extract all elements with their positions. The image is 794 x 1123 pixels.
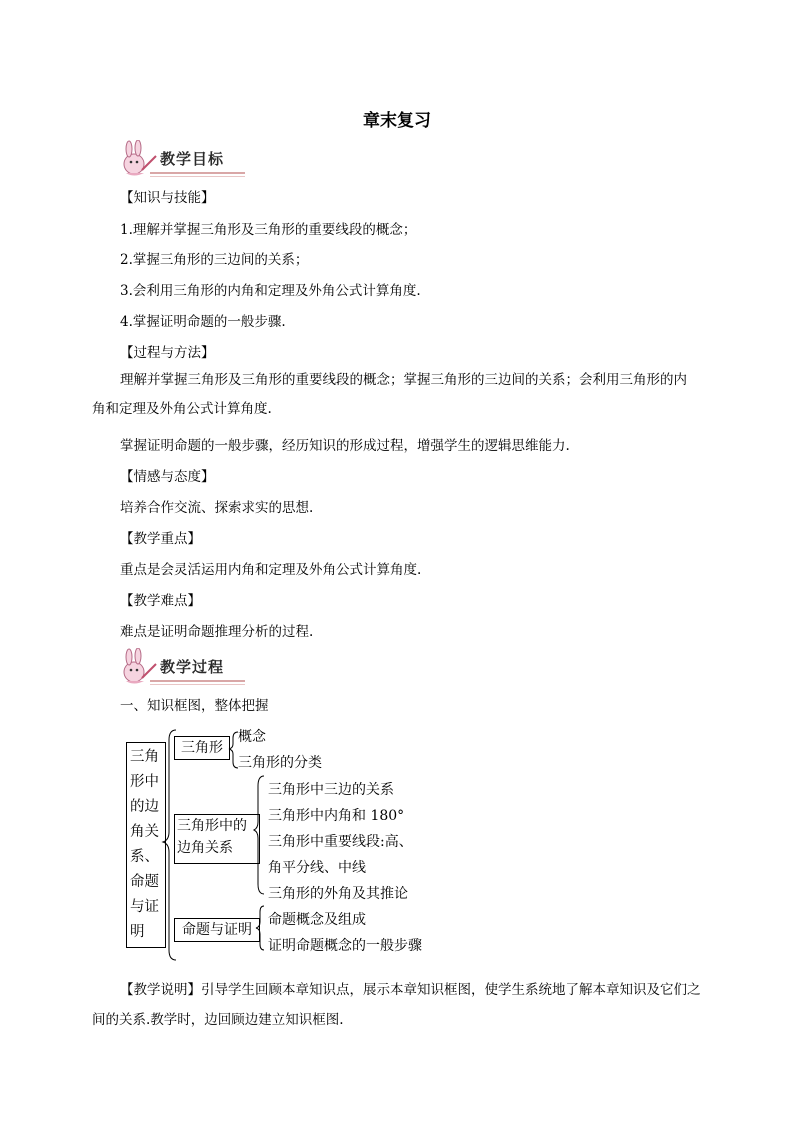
key-point-text: 重点是会灵活运用内角和定理及外角公式计算角度. — [120, 562, 422, 578]
branch2-label-line: 三角形中的 — [177, 818, 247, 834]
root-line: 的边 — [130, 799, 159, 815]
root-line: 与证 — [130, 899, 159, 915]
badge-underline-thin — [150, 176, 245, 177]
heading-key-point: 【教学重点】 — [120, 531, 201, 547]
process-paragraph: 掌握证明命题的一般步骤，经历知识的形成过程，增强学生的逻辑思维能力. — [120, 438, 570, 454]
branch2-item: 三角形中内角和 180° — [268, 808, 405, 824]
teaching-note-text: 引导学生回顾本章知识点，展示本章知识框图，使学生系统地了解本章知识及它们之间的关系.教学时，边回顾边建立知识框图. — [92, 982, 701, 1028]
section-badge-objectives — [120, 140, 245, 178]
emotion-text: 培养合作交流、探索求实的思想. — [120, 500, 314, 516]
root-line: 系、 — [130, 849, 159, 865]
heading-difficulty: 【教学难点】 — [120, 593, 201, 609]
branch1-item: 三角形的分类 — [238, 755, 322, 771]
section-badge-label: 教学过程 — [160, 658, 225, 676]
subheading-framework: 一、知识框图，整体把握 — [120, 698, 269, 714]
badge-underline — [150, 172, 245, 174]
knowledge-item: 1.理解并掌握三角形及三角形的重要线段的概念； — [120, 222, 417, 238]
branch-box-edge-angle — [174, 814, 260, 864]
knowledge-item: 3.会利用三角形的内角和定理及外角公式计算角度. — [120, 283, 421, 299]
page-title: 章末复习 — [363, 111, 431, 131]
branch-box-proposition: 命题与证明 — [174, 918, 260, 942]
section-badge-label: 教学目标 — [160, 150, 225, 168]
badge-underline — [150, 680, 245, 682]
root-line: 角关 — [130, 824, 159, 840]
root-line: 形中 — [130, 774, 159, 790]
heading-emotion-attitude: 【情感与态度】 — [120, 469, 215, 485]
teaching-note — [92, 975, 704, 1035]
section-badge-process — [120, 648, 245, 686]
root-line: 命题 — [130, 874, 159, 890]
branch2-item: 三角形中重要线段:高、 — [268, 834, 413, 850]
badge-underline-thin — [150, 684, 245, 685]
branch3-item: 命题概念及组成 — [268, 912, 366, 928]
root-line: 明 — [130, 924, 145, 940]
branch2-item: 角平分线、中线 — [268, 860, 366, 876]
knowledge-item: 2.掌握三角形的三边间的关系； — [120, 252, 309, 268]
heading-knowledge-skills: 【知识与技能】 — [120, 190, 215, 206]
difficulty-text: 难点是证明命题推理分析的过程. — [120, 624, 314, 640]
heading-process-methods: 【过程与方法】 — [120, 345, 215, 361]
teaching-note-label: 【教学说明】 — [120, 982, 201, 998]
branch2-item: 三角形中三边的关系 — [268, 782, 394, 798]
process-paragraph: 理解并掌握三角形及三角形的重要线段的概念；掌握三角形的三边间的关系；会利用三角形的内角和定理及外角公式计算角度. — [92, 372, 687, 417]
knowledge-item: 4.掌握证明命题的一般步骤. — [120, 314, 286, 330]
branch3-item: 证明命题概念的一般步骤 — [268, 938, 422, 954]
branch1-item: 概念 — [238, 729, 266, 745]
branch2-label-line: 边角关系 — [177, 840, 233, 856]
branch-box-triangle: 三角形 — [174, 736, 230, 760]
root-line: 三角 — [130, 749, 159, 765]
branch2-item: 三角形的外角及其推论 — [268, 886, 408, 902]
